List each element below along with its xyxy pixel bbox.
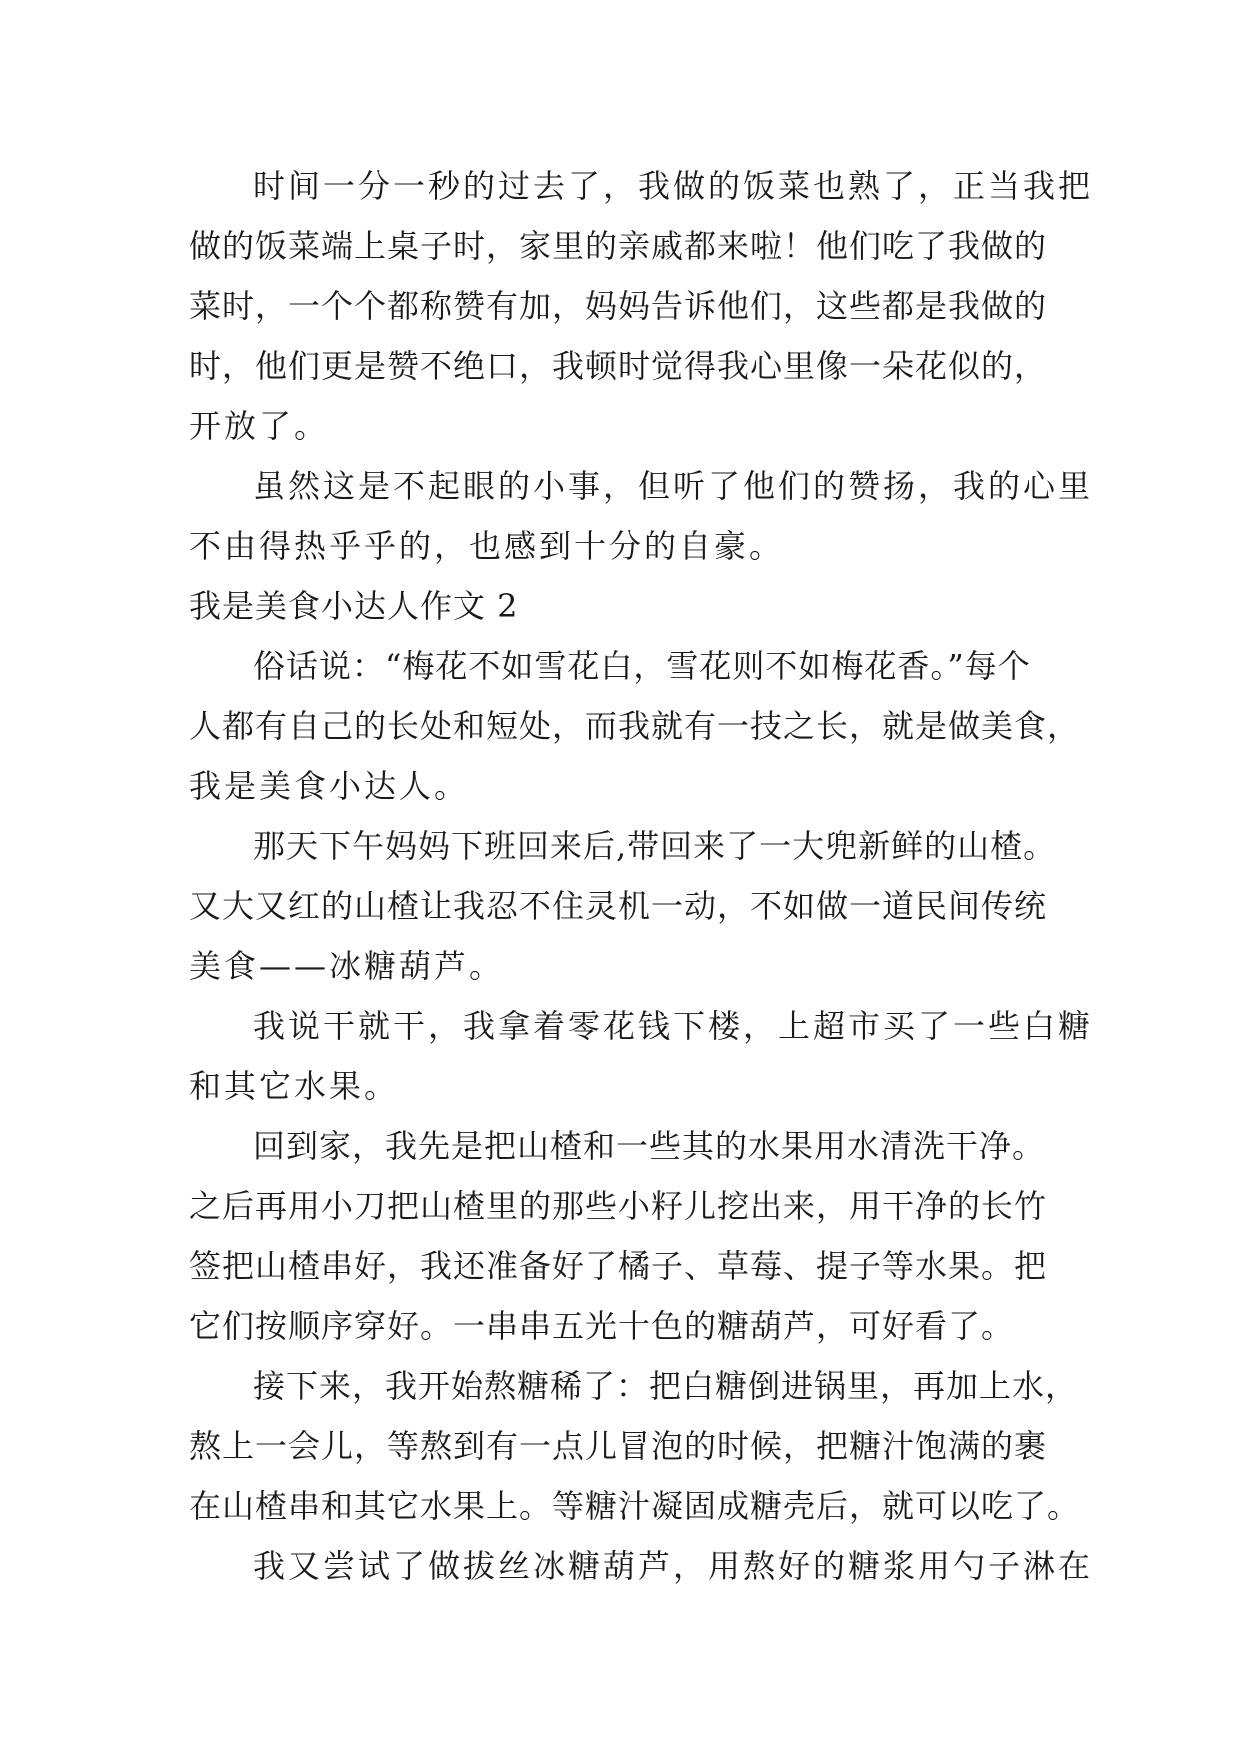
text-line: 不由得热乎乎的，也感到十分的自豪。 <box>189 527 785 565</box>
text-line: 我说干就干，我拿着零花钱下楼，上超市买了一些白糖 <box>253 1007 1094 1045</box>
text-line: 那天下午妈妈下班回来后,带回来了一大兜新鲜的山楂。 <box>253 827 1057 865</box>
text-line: 之后再用小刀把山楂里的那些小籽儿挖出来，用干净的长竹 <box>189 1187 1048 1225</box>
document-body <box>189 156 1094 1596</box>
text-line: 和其它水果。 <box>189 1067 400 1105</box>
text-line: 美食——冰糖葫芦。 <box>189 947 505 985</box>
text-line: 时，他们更是赞不绝口，我顿时觉得我心里像一朵花似的， <box>189 347 1048 385</box>
text-line: 又大又红的山楂让我忍不住灵机一动，不如做一道民间传统 <box>189 887 1048 925</box>
text-line: 人都有自己的长处和短处，而我就有一技之长，就是做美食， <box>189 707 1081 745</box>
text-line: 做的饭菜端上桌子时，家里的亲戚都来啦！他们吃了我做的 <box>189 227 1048 265</box>
text-line: 它们按顺序穿好。一串串五光十色的糖葫芦，可好看了。 <box>189 1307 1015 1345</box>
text-line: 接下来，我开始熬糖稀了：把白糖倒进锅里，再加上水， <box>253 1367 1079 1405</box>
text-line: 菜时，一个个都称赞有加，妈妈告诉他们，这些都是我做的 <box>189 287 1048 325</box>
section-heading: 我是美食小达人作文 2 <box>189 587 519 625</box>
text-line: 时间一分一秒的过去了，我做的饭菜也熟了，正当我把 <box>253 167 1094 205</box>
text-line: 虽然这是不起眼的小事，但听了他们的赞扬，我的心里 <box>253 467 1094 505</box>
text-line: 在山楂串和其它水果上。等糖汁凝固成糖壳后，就可以吃了。 <box>189 1487 1081 1525</box>
text-line: 熬上一会儿，等熬到有一点儿冒泡的时候，把糖汁饱满的裹 <box>189 1427 1048 1465</box>
text-line: 开放了。 <box>189 407 330 445</box>
text-line: 签把山楂串好，我还准备好了橘子、草莓、提子等水果。把 <box>189 1247 1048 1285</box>
text-line: 俗话说：“梅花不如雪花白，雪花则不如梅花香。”每个 <box>253 647 1031 685</box>
text-line: 我又尝试了做拔丝冰糖葫芦，用熬好的糖浆用勺子淋在 <box>253 1547 1094 1585</box>
text-line: 我是美食小达人。 <box>189 767 470 805</box>
text-line: 回到家，我先是把山楂和一些其的水果用水清洗干净。 <box>253 1127 1046 1165</box>
